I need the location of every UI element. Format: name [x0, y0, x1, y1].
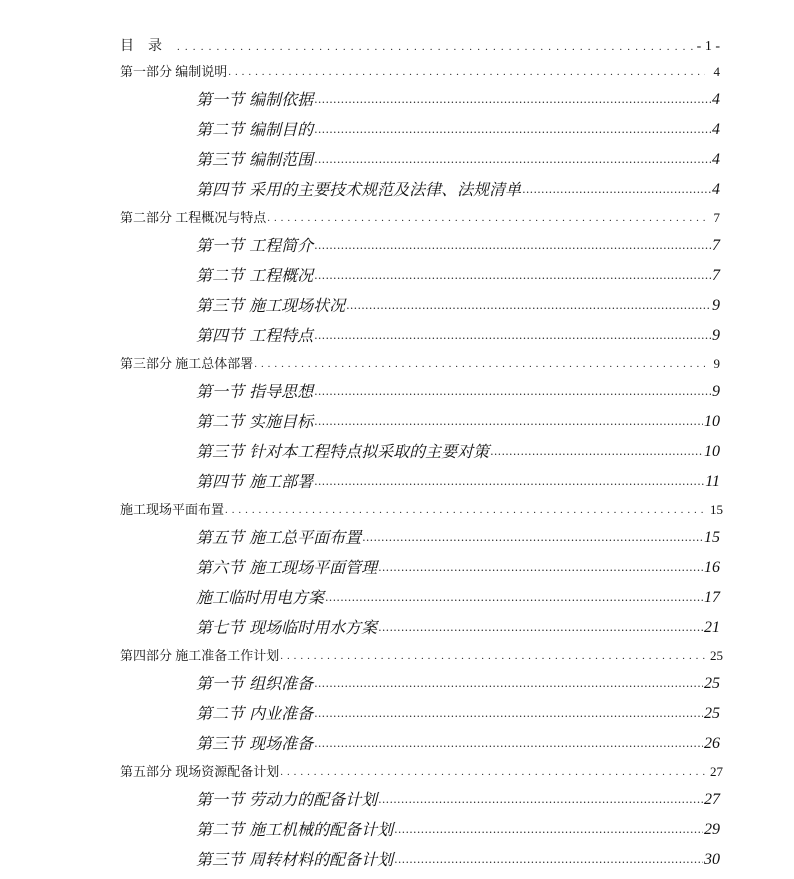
toc-entry-page: 9 [712, 324, 720, 348]
dot-leader [314, 118, 711, 142]
toc-entry[interactable] [196, 526, 720, 550]
toc-entry-label: 第二节 施工机械的配备计划 [196, 818, 393, 842]
toc-entry-page: 25 [704, 672, 720, 696]
toc-entry[interactable] [196, 702, 720, 726]
toc-entry-page: 29 [704, 818, 720, 842]
toc-entry-page: 9 [706, 354, 720, 374]
toc-entry-label: 第一节 指导思想 [196, 380, 313, 404]
toc-entry[interactable] [196, 440, 720, 464]
toc-entry[interactable] [196, 118, 720, 142]
toc-entry-page: 4 [712, 148, 720, 172]
dot-leader [378, 556, 703, 580]
toc-entry-label: 第四节 工程特点 [196, 324, 313, 348]
toc-entry[interactable] [196, 586, 720, 610]
dot-leader [522, 178, 711, 202]
dot-leader [314, 702, 703, 726]
toc-entry-page: 30 [704, 848, 720, 872]
toc-entry-label: 第三部分 施工总体部署 [120, 354, 253, 374]
toc-entry[interactable] [196, 234, 720, 258]
toc-entry-page: 10 [704, 440, 720, 464]
dot-leader [225, 500, 705, 520]
toc-entry-page: 25 [706, 646, 720, 666]
toc-entry[interactable] [196, 788, 720, 812]
dot-leader [314, 264, 711, 288]
toc-entry[interactable] [196, 294, 720, 318]
toc-entry-label: 第六节 施工现场平面管理 [196, 556, 377, 580]
toc-entry[interactable] [196, 818, 720, 842]
toc-entry-page: 21 [704, 616, 720, 640]
dot-leader [314, 324, 711, 348]
dot-leader [254, 354, 705, 374]
dot-leader [314, 410, 703, 434]
dot-leader [314, 470, 704, 494]
toc-entry[interactable] [196, 264, 720, 288]
dot-leader [314, 672, 703, 696]
dot-leader [394, 818, 703, 842]
dot-leader [280, 646, 705, 666]
toc-entry-page: 7 [712, 234, 720, 258]
toc-entry-label: 第一节 编制依据 [196, 88, 313, 112]
toc-entry-page: 4 [712, 88, 720, 112]
toc-entry-page: 16 [704, 556, 720, 580]
dot-leader [490, 440, 703, 464]
toc-entry[interactable] [196, 470, 720, 494]
dot-leader [378, 788, 703, 812]
dot-leader [267, 208, 705, 228]
dot-leader [378, 616, 703, 640]
toc-entry[interactable] [120, 354, 720, 374]
toc-title-page: - 1 - [697, 36, 720, 58]
toc-entry[interactable] [196, 732, 720, 756]
toc-entry[interactable] [196, 410, 720, 434]
toc-entry-label: 第二节 编制目的 [196, 118, 313, 142]
dot-leader [314, 88, 711, 112]
toc-entry[interactable] [120, 646, 723, 666]
toc-entry-page: 9 [712, 294, 720, 318]
toc-entry[interactable] [120, 62, 720, 82]
dot-leader [325, 586, 703, 610]
toc-entry-page: 10 [704, 410, 720, 434]
toc-entry-page: 4 [712, 118, 720, 142]
toc-title: 目录 [120, 36, 176, 58]
toc-entry[interactable] [196, 848, 720, 872]
toc-entry-label: 施工临时用电方案 [196, 586, 324, 610]
toc-entry-page: 27 [704, 788, 720, 812]
toc-entry-label: 第七节 现场临时用水方案 [196, 616, 377, 640]
toc-entry[interactable] [120, 208, 720, 228]
dot-leader [177, 36, 696, 58]
toc-entry-label: 第一节 劳动力的配备计划 [196, 788, 377, 812]
toc-entry-page: 7 [712, 264, 720, 288]
toc-entry-label: 第五节 施工总平面布置 [196, 526, 361, 550]
toc-entry[interactable] [196, 556, 720, 580]
toc-entry-page: 25 [704, 702, 720, 726]
toc-title-row [120, 36, 720, 58]
toc-entry-label: 第四节 采用的主要技术规范及法律、法规清单 [196, 178, 521, 202]
toc-entry-label: 第一部分 编制说明 [120, 62, 227, 82]
toc-entry-label: 第三节 现场准备 [196, 732, 313, 756]
dot-leader [314, 732, 703, 756]
dot-leader [362, 526, 703, 550]
toc-entry-label: 第五部分 现场资源配备计划 [120, 762, 279, 782]
dot-leader [346, 294, 711, 318]
toc-entry-page: 4 [712, 178, 720, 202]
toc-entry-label: 第三节 施工现场状况 [196, 294, 345, 318]
dot-leader [314, 380, 711, 404]
toc-entry-page: 26 [704, 732, 720, 756]
toc-entry-label: 第一节 组织准备 [196, 672, 313, 696]
toc-entry[interactable] [196, 324, 720, 348]
toc-entry-page: 9 [712, 380, 720, 404]
toc-entry-label: 第三节 编制范围 [196, 148, 313, 172]
toc-entry-label: 第四部分 施工准备工作计划 [120, 646, 279, 666]
toc-entry[interactable] [196, 148, 720, 172]
toc-entry-page: 15 [706, 500, 720, 520]
toc-entry-page: 4 [706, 62, 720, 82]
toc-entry-label: 第二节 实施目标 [196, 410, 313, 434]
toc-entry-label: 第二部分 工程概况与特点 [120, 208, 266, 228]
toc-entry-label: 第一节 工程简介 [196, 234, 313, 258]
toc-entry-label: 第二节 工程概况 [196, 264, 313, 288]
dot-leader [280, 762, 705, 782]
dot-leader [314, 234, 711, 258]
dot-leader [394, 848, 703, 872]
toc-entry-page: 27 [706, 762, 720, 782]
toc-entry-label: 施工现场平面布置 [120, 500, 224, 520]
dot-leader [228, 62, 705, 82]
dot-leader [314, 148, 711, 172]
toc-entry-page: 11 [705, 470, 720, 494]
toc-entry-label: 第三节 针对本工程特点拟采取的主要对策 [196, 440, 489, 464]
toc-entry[interactable] [196, 616, 720, 640]
toc-entry[interactable] [196, 380, 720, 404]
toc-entry[interactable] [196, 178, 720, 202]
toc-entry-label: 第四节 施工部署 [196, 470, 313, 494]
toc-entry[interactable] [120, 762, 723, 782]
toc-entry[interactable] [196, 672, 720, 696]
toc-entry-label: 第三节 周转材料的配备计划 [196, 848, 393, 872]
toc-entry-page: 15 [704, 526, 720, 550]
toc-entry-page: 17 [704, 586, 720, 610]
toc-entry[interactable] [196, 88, 720, 112]
toc-entry-label: 第二节 内业准备 [196, 702, 313, 726]
toc-entry-page: 7 [706, 208, 720, 228]
toc-entry[interactable] [120, 500, 723, 520]
